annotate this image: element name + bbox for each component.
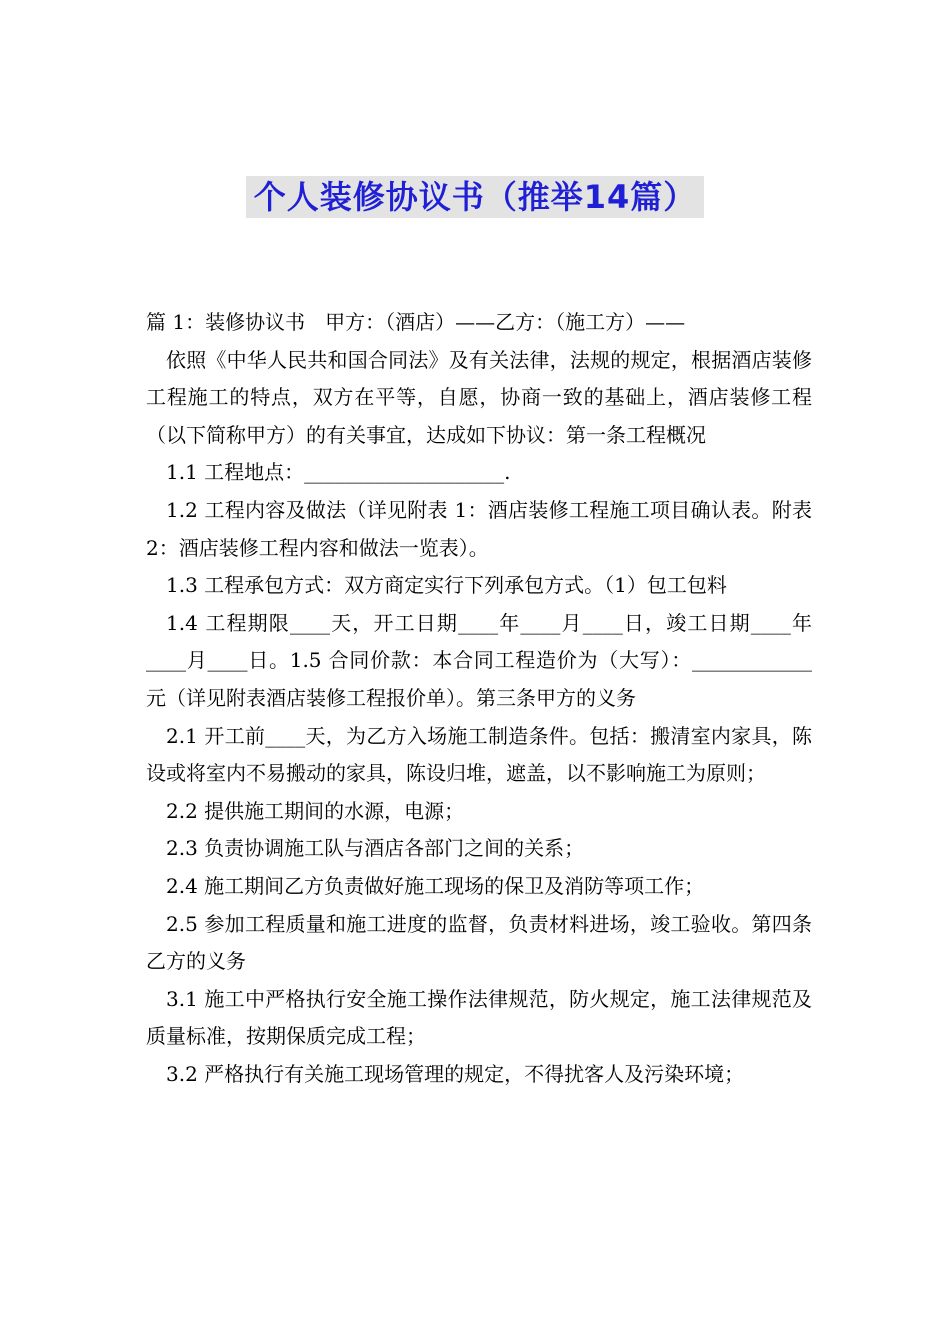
paragraph: 3.2 严格执行有关施工现场管理的规定，不得扰客人及污染环境； bbox=[166, 1061, 745, 1086]
paragraph: 2.1 开工前____天，为乙方入场施工制造条件。包括：搬清室内家具，陈设或将室内不易搬动的家具，陈设归堆，遮盖，以不影响施工为原则； bbox=[146, 723, 812, 786]
paragraph: 2.2 提供施工期间的水源，电源； bbox=[166, 798, 465, 823]
paragraph: 1.2 工程内容及做法（详见附表 1：酒店装修工程施工项目确认表。附表 2：酒店装修工程内容和做法一览表）。 bbox=[146, 497, 812, 560]
document-title: 个人装修协议书（推举14篇） bbox=[246, 176, 705, 218]
paragraph: 2.5 参加工程质量和施工进度的监督，负责材料进场，竣工验收。第四条乙方的义务 bbox=[146, 911, 812, 974]
paragraph: 2.3 负责协调施工队与酒店各部门之间的关系； bbox=[166, 836, 585, 861]
paragraph: 篇 1：装修协议书 甲方：（酒店）——乙方：（施工方）—— bbox=[146, 310, 686, 334]
title-wrap bbox=[0, 176, 950, 218]
paragraph: 依照《中华人民共和国合同法》及有关法律，法规的规定，根据酒店装修工程施工的特点，双方在平等，自愿，协商一致的基础上，酒店装修工程（以下简称甲方）的有关事宜，达成如下协议：第一条工程概况 bbox=[146, 347, 812, 447]
document-body bbox=[146, 304, 812, 1093]
paragraph: 1.4 工程期限____天，开工日期____年____月____日，竣工日期____年____月____日。1.5 合同价款：本合同工程造价为（大写）：____________元（详见附表酒店装修工程报价单）。第三条甲方的义务 bbox=[146, 610, 812, 710]
paragraph: 2.4 施工期间乙方负责做好施工现场的保卫及消防等项工作； bbox=[166, 873, 705, 898]
paragraph: 1.1 工程地点：____________________. bbox=[166, 460, 511, 485]
paragraph: 3.1 施工中严格执行安全施工操作法律规范，防火规定，施工法律规范及质量标准，按期保质完成工程； bbox=[146, 986, 812, 1049]
paragraph: 1.3 工程承包方式：双方商定实行下列承包方式。（1）包工包料 bbox=[166, 573, 727, 598]
